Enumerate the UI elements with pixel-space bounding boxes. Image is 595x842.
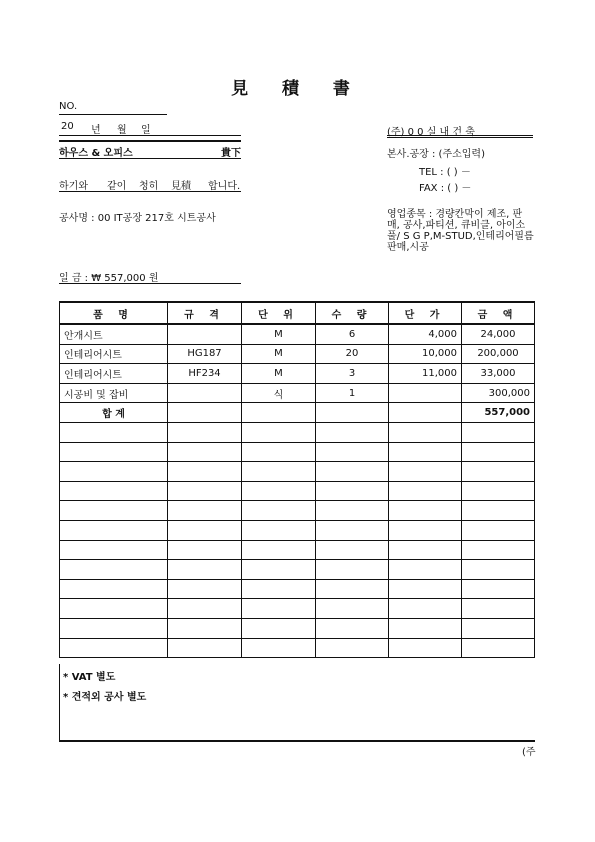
date-day-unit: 일 [141,125,151,136]
empty-cell [389,599,462,619]
column-header-unit-price: 단 가 [389,302,462,324]
date-year-unit: 년 [91,125,101,136]
empty-cell [60,422,168,442]
cell-unit-price: 10,000 [389,344,462,364]
cell-amount: 300,000 [462,383,535,403]
empty-cell [242,520,316,540]
empty-cell [462,540,535,560]
date-month-unit: 월 [117,125,127,136]
blank-rows [60,422,535,657]
table-header-row [60,302,535,324]
cell-unit: 식 [242,383,316,403]
empty-cell [316,501,389,521]
empty-cell [242,462,316,482]
empty-cell [316,618,389,638]
cell-quantity: 6 [316,324,389,344]
table-row [60,324,535,344]
empty-table-row [60,579,535,599]
client-name: 하우스 & 오피스 [59,148,133,159]
cell-unit: M [242,324,316,344]
empty-cell [60,540,168,560]
note-vat: * VAT 별도 [63,672,116,683]
cell-quantity: 20 [316,344,389,364]
empty-cell [389,579,462,599]
empty-cell [462,560,535,580]
cell-spec [168,324,242,344]
empty-cell [316,422,389,442]
empty-cell [168,462,242,482]
project-name: 공사명 : 00 IT공장 217호 시트공사 [59,213,216,224]
business-description: 영업종목 : 경량칸막이 제조, 판매, 공사,파티션, 큐비클, 아이소풀/ S G P,M-STUD,인테리어필름 판매,시공 [387,209,534,253]
empty-cell [316,638,389,658]
cell-unit: M [242,364,316,384]
date-line [59,121,241,136]
company-name: (주) 0 0 실 내 건 축 [387,123,533,138]
company-fax: FAX : ( ) － [419,183,472,194]
empty-cell [60,560,168,580]
column-header-spec: 규 격 [168,302,242,324]
empty-cell [462,618,535,638]
empty-cell [462,442,535,462]
empty-cell [462,599,535,619]
cell-unit-price: 4,000 [389,324,462,344]
empty-cell [462,520,535,540]
empty-cell [462,481,535,501]
empty-cell [168,618,242,638]
company-tel: TEL : ( ) － [419,167,471,178]
intro-word-4: 見積 [171,181,191,192]
empty-cell [242,481,316,501]
cell-spec: HG187 [168,344,242,364]
cell-quantity: 3 [316,364,389,384]
empty-cell [316,403,389,423]
cell-item: 인테리어시트 [60,364,168,384]
empty-cell [462,501,535,521]
empty-cell [389,501,462,521]
empty-cell [316,520,389,540]
empty-cell [462,422,535,442]
empty-cell [60,618,168,638]
table-row [60,364,535,384]
empty-cell [462,579,535,599]
empty-table-row [60,501,535,521]
company-address: 본사.공장 : (주소입력) [387,149,485,160]
footer-mark: (주 [522,747,536,758]
empty-cell [168,599,242,619]
empty-cell [242,501,316,521]
empty-cell [242,560,316,580]
client-line [59,140,241,159]
column-header-amount: 금 액 [462,302,535,324]
empty-cell [168,422,242,442]
empty-cell [316,442,389,462]
empty-cell [60,442,168,462]
empty-cell [242,599,316,619]
total-label: 합 계 [60,403,168,423]
empty-table-row [60,481,535,501]
document-number [59,101,167,115]
column-header-quantity: 수 량 [316,302,389,324]
table-row [60,344,535,364]
empty-table-row [60,599,535,619]
empty-cell [389,403,462,423]
cell-amount: 24,000 [462,324,535,344]
empty-cell [242,638,316,658]
empty-cell [242,442,316,462]
column-header-item: 품 명 [60,302,168,324]
cell-spec [168,383,242,403]
cell-unit-price: 11,000 [389,364,462,384]
empty-cell [168,501,242,521]
cell-quantity: 1 [316,383,389,403]
intro-word-5: 합니다. [208,181,241,192]
empty-table-row [60,618,535,638]
note-extra-work: * 견적외 공사 별도 [63,692,147,703]
empty-cell [242,403,316,423]
empty-cell [60,599,168,619]
empty-table-row [60,520,535,540]
empty-table-row [60,540,535,560]
intro-word-1: 하기와 [59,181,88,192]
empty-table-row [60,638,535,658]
column-header-unit: 단 위 [242,302,316,324]
empty-cell [316,579,389,599]
empty-cell [60,501,168,521]
empty-cell [60,462,168,482]
empty-table-row [60,560,535,580]
cell-item: 인테리어시트 [60,344,168,364]
empty-cell [389,618,462,638]
empty-table-row [60,442,535,462]
empty-cell [389,462,462,482]
number-label: NO. [59,101,78,112]
empty-cell [389,560,462,580]
empty-cell [389,422,462,442]
empty-cell [168,540,242,560]
empty-cell [389,520,462,540]
empty-cell [316,599,389,619]
empty-cell [168,520,242,540]
empty-cell [389,540,462,560]
empty-table-row [60,462,535,482]
honorific: 貴下 [221,148,241,159]
cell-amount: 200,000 [462,344,535,364]
empty-cell [60,481,168,501]
intro-word-3: 청히 [139,181,159,192]
empty-cell [316,560,389,580]
total-amount: 557,000 [462,403,535,423]
date-year: 20 [61,121,74,132]
total-amount-line: 일 금 : ₩ 557,000 원 [59,269,241,284]
intro-line [59,177,241,192]
quote-table [59,301,535,658]
empty-cell [389,442,462,462]
empty-cell [168,638,242,658]
cell-unit-price [389,383,462,403]
empty-cell [60,520,168,540]
cell-spec: HF234 [168,364,242,384]
intro-word-2: 같이 [107,181,127,192]
empty-table-row [60,422,535,442]
empty-cell [168,579,242,599]
empty-cell [242,579,316,599]
empty-cell [462,638,535,658]
table-row [60,383,535,403]
cell-item: 안개시트 [60,324,168,344]
empty-cell [168,442,242,462]
cell-amount: 33,000 [462,364,535,384]
notes-box [59,664,535,742]
cell-unit: M [242,344,316,364]
empty-cell [168,560,242,580]
empty-cell [462,462,535,482]
empty-cell [389,481,462,501]
empty-cell [168,403,242,423]
cell-item: 시공비 및 잡비 [60,383,168,403]
empty-cell [316,481,389,501]
empty-cell [316,462,389,482]
empty-cell [60,579,168,599]
empty-cell [242,422,316,442]
empty-cell [316,540,389,560]
document-title: 見 積 書 [231,79,364,99]
empty-cell [168,481,242,501]
empty-cell [60,638,168,658]
empty-cell [389,638,462,658]
empty-cell [242,618,316,638]
empty-cell [242,540,316,560]
total-row [60,403,535,423]
